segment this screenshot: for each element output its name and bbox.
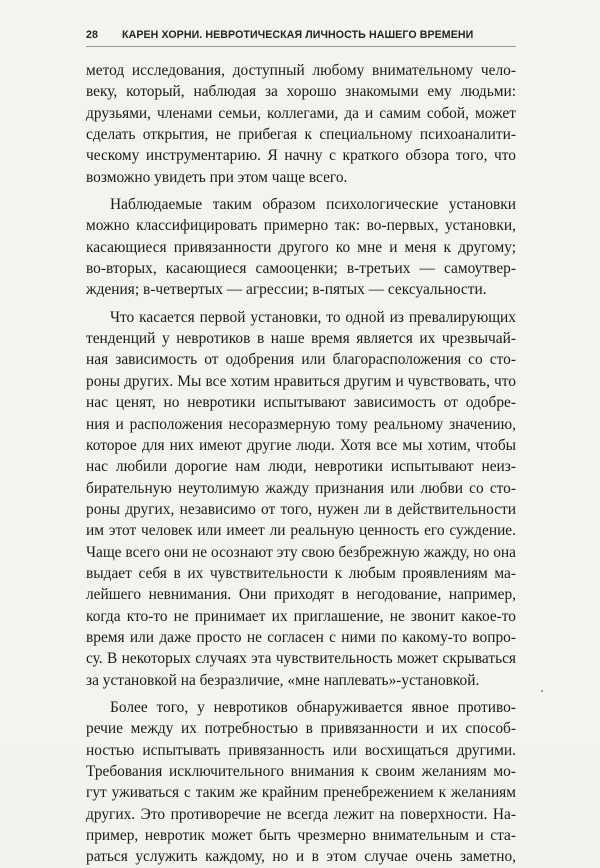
text-line: Чаще всего они не осознают эту свою безбрежную жажду, но она	[86, 543, 516, 561]
paragraph-4	[86, 697, 516, 868]
text-line: выдает себя в их чувствительности к любым проявлениям ма-	[86, 564, 516, 582]
text-line: бирательную неутолимую жажду признания или любви со сто-	[86, 479, 516, 497]
text-line: ностью испытывать привязанность или восхищаться другими.	[86, 741, 516, 759]
text-line: су. В некоторых случаях эта чувствительность может скрываться	[86, 650, 516, 668]
text-line: метод исследования, доступный любому внимательному чело-	[86, 62, 516, 79]
text-line: нас ценят, но невротики испытывают зависимость от одобре-	[86, 394, 516, 412]
text-line: которое для них имеют другие люди. Хотя все мы хотим, чтобы	[86, 436, 516, 454]
text-line: ния и расположения несоразмерную тому реальному значению,	[86, 415, 516, 433]
paragraph-2	[86, 194, 516, 301]
text-line: нас любили дорогие нам люди, невротики испытывают неиз-	[86, 458, 516, 476]
text-line: время или даже просто не согласен с ними по какому-то вопро-	[86, 628, 516, 646]
print-speck	[541, 690, 543, 692]
text-line: пример, невротик может быть чрезмерно внимательным и ста-	[86, 827, 516, 845]
text-line: за установкой на безразличие, «мне наплевать»-установкой.	[86, 671, 480, 689]
running-head: КАРЕН ХОРНИ. НЕВРОТИЧЕСКАЯ ЛИЧНОСТЬ НАШЕГО ВРЕМЕНИ	[122, 29, 474, 41]
text-line: когда кто-то не принимает их приглашение, не звонит какое-то	[86, 607, 516, 625]
text-line: сделать открытия, не прибегая к специальному психоаналити-	[86, 126, 516, 144]
text-line: тенденций у невротиков в наше время является их чрезвычай-	[86, 330, 516, 348]
paragraph-3	[86, 307, 516, 691]
text-line: веку, который, наблюдая за хорошо знакомыми ему людьми:	[86, 83, 516, 101]
paragraph-1	[86, 60, 516, 188]
text-line: Что касается первой установки, то одной из превалирующих	[110, 308, 516, 326]
text-line: друзьями, членами семьи, коллегами, да и самим собой, может	[86, 104, 516, 122]
text-line: лейшего невнимания. Они приходят в негодование, например,	[86, 586, 516, 604]
page-header	[86, 29, 516, 51]
text-line: других. Это противоречие не всегда лежит на поверхности. На-	[86, 805, 516, 823]
text-line: ждения; в-четвертых — агрессии; в-пятых — сексуальности.	[86, 281, 487, 299]
text-line: Наблюдаемые таким образом психологические установки	[110, 196, 516, 214]
text-line: раться услужить каждому, но и в этом случае очень заметно,	[86, 848, 516, 866]
text-line: ческому инструментарию. Я начну с краткого обзора того, что	[86, 147, 516, 165]
text-line: роны других, независимо от того, нужен ли в действительности	[86, 500, 516, 518]
text-line: гут уживаться с таким же крайним пренебрежением к желаниям	[86, 784, 516, 802]
text-line: можно классифицировать примерно так: во-первых, установки,	[86, 217, 516, 235]
text-line: касающиеся привязанности другого ко мне и меня к другому;	[86, 238, 516, 256]
text-line: роны других. Мы все хотим нравиться другим и чувствовать, что	[86, 372, 516, 390]
text-line: им этот человек или имеет ли реальную ценность его суждение.	[86, 522, 516, 540]
text-line: ная зависимость от одобрения или благорасположения со сто-	[86, 351, 516, 369]
text-line: возможно увидеть при этом чаще всего.	[86, 168, 348, 186]
text-line: Более того, у невротиков обнаруживается явное противо-	[110, 698, 516, 716]
text-line: речие между их потребностью в привязанности и их способ-	[86, 720, 516, 738]
text-line: Требования исключительного внимания к своим желаниям мо-	[86, 763, 516, 780]
text-line: во-вторых, касающиеся самооценки; в-третьих — самоутвер-	[86, 260, 516, 278]
body-text	[86, 60, 516, 868]
page-number: 28	[86, 29, 98, 41]
header-rule	[86, 46, 516, 47]
